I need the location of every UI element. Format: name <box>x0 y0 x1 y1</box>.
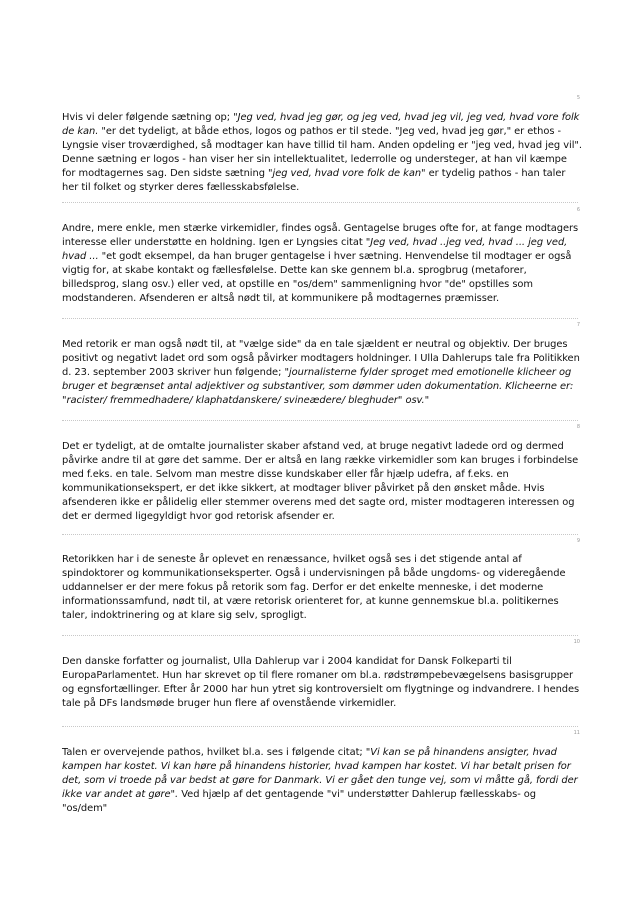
page-separator <box>62 635 578 636</box>
page-separator <box>62 534 578 535</box>
body-text: Den danske forfatter og journalist, Ulla Dahlerup var i 2004 kandidat for Dansk Folkeparti til EuropaParlamentet. Hun har skrevet op til flere romaner om bl.a. rødstrømpebevægelsens basisgrupper og egnsfortællinger. Efter år 2000 har hun ytret sig kontroversielt om flygtninge og indvandrere. I hendes tale på DFs landsmøde bruger hun flere af ovenstående virkemidler. <box>62 656 580 710</box>
page-separator <box>62 318 578 319</box>
paragraph-1 <box>62 111 582 196</box>
body-text: Hvis vi deler følgende sætning op; <box>62 112 234 123</box>
page-number: 7 <box>576 322 580 328</box>
body-text: "er det tydeligt, at både ethos, logos og pathos er til stede. "Jeg ved, hvad jeg gør," er ethos - Lyngsie viser troværdighed, så modtager kan have tillid til ham. Anden opdeling er "jeg ved, hvad jeg vil". Denne sætning er logos - han viser her sin intellektualitet, lederrolle og understeger, at han vil kæmpe for modtagernes sag. Den sidste sætning <box>62 126 582 180</box>
paragraph-7 <box>62 746 582 816</box>
quote-text: "Vi kan se på hinandens ansigter, hvad kampen har kostet. Vi kan høre på hinandens historier, hvad kampen har kostet. Vi har betalt prisen for det, som vi troede på var bedst at gøre for Danmark. Vi er gået den tunge vej, som vi måtte gå, fordi der ikke var andet at gøre". <box>62 747 578 801</box>
paragraph-3 <box>62 338 582 408</box>
body-text: Talen er overvejende pathos, hvilket bl.a. ses i følgende citat; <box>62 747 366 758</box>
quote-text: "Jeg ved, hvad jeg gør, og jeg ved, hvad jeg vil, jeg ved, hvad vore folk de kan. <box>62 112 580 138</box>
quote-text: "journalisterne fylder sproget med emotionelle klicheer og bruger et begrænset antal adjektiver og substantiver, som dømmer uden dokumentation. Klicheerne er: "racister/ fremmedhadere/ klaphatdanskere/ svineædere/ bleghuder" osv." <box>62 367 574 407</box>
page-number: 10 <box>573 639 580 645</box>
body-text: Med retorik er man også nødt til, at "vælge side" da en tale sjældent er neutral og objektiv. Der bruges positivt og negativt ladet ord som også påvirker modtagers holdninger. I Ulla Dahlerups tale fra Politikken d. 23. september 2003 skriver hun følgende; <box>62 339 580 379</box>
quote-text: "jeg ved, hvad vore folk de kan" <box>268 168 426 180</box>
paragraph-2 <box>62 222 582 307</box>
page-number: 5 <box>576 95 580 101</box>
page-number: 11 <box>573 730 580 736</box>
paragraph-4 <box>62 440 582 525</box>
body-text: Andre, mere enkle, men stærke virkemidler, findes også. Gentagelse bruges ofte for, at fange modtagers interesse eller understøtte en holdning. Igen er Lyngsies citat <box>62 223 579 249</box>
page-number: 9 <box>576 538 580 544</box>
paragraph-5 <box>62 553 582 623</box>
body-text: Det er tydeligt, at de omtalte journalister skaber afstand ved, at bruge negativt ladede ord og dermed påvirke andre til at gøre det samme. Der er altså en lang række virkemidler som kan bruges i forbindelse med f.eks. en tale. Selvom man mestre disse kundskaber eller får hjælp udefra, af f.eks. en kommunikationsekspert, er det ikke sikkert, at modtager bliver påvirket på den ønsket måde. Hvis afsenderen ikke er pålidelig eller stemmer overens med det sagte ord, mister modtageren interessen og det er dermed ligegyldigt hvor god retorisk afsender er. <box>62 441 579 523</box>
quote-text: "Jeg ved, hvad ..jeg ved, hvad ... jeg ved, hvad ... <box>62 237 568 263</box>
page-number: 6 <box>576 207 580 213</box>
page-separator <box>62 420 578 421</box>
page-separator <box>62 202 578 203</box>
body-text: Ved hjælp af det gentagende "vi" understøtter Dahlerup fællesskabs- og "os/dem" <box>62 789 537 815</box>
body-text: er tydelig pathos - han taler her til folket og styrker deres fællesskabsfølelse. <box>62 168 566 194</box>
page-number: 8 <box>576 424 580 430</box>
body-text: Retorikken har i de seneste år oplevet en renæssance, hvilket også ses i det stigende antal af spindoktorer og kommunikationseksperter. Også i undervisningen på både ungdoms- og videregående uddannelser er der mere fokus på retorik som fag. Derfor er det enkelte menneske, i det moderne informationssamfund, nødt til, at være retorisk orienteret for, at kunne gennemskue bl.a. politikernes taler, indoktrinering og at klare sig selv, sprogligt. <box>62 554 566 622</box>
page-separator <box>62 726 578 727</box>
paragraph-6 <box>62 655 582 711</box>
body-text: "et godt eksempel, da han bruger gentagelse i hver sætning. Henvendelse til modtager er også vigtig for, at skabe kontakt og fællesfølelse. Dette kan ske gennem bl.a. sprogbrug (metaforer, billedsprog, slang osv.) eller ved, at opstille en "os/dem" sammenligning hvor "de" opstilles som modstanderen. Afsenderen er altså nødt til, at kommunikere på modtagernes præmisser. <box>62 251 572 305</box>
